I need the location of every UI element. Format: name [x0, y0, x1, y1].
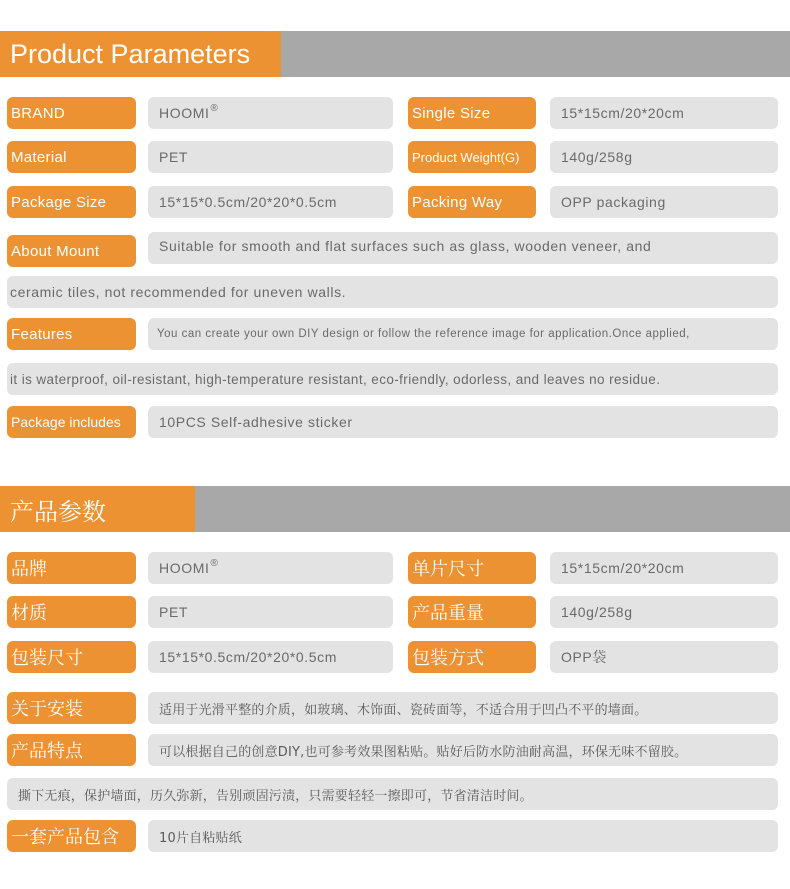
label-packing-way-zh: 包装方式: [408, 641, 536, 673]
label-package-includes-zh: 一套产品包含: [7, 820, 136, 852]
label-features-zh: 产品特点: [7, 734, 136, 766]
value-brand-zh: [148, 552, 393, 584]
label-package-size-zh: 包装尺寸: [7, 641, 136, 673]
value-about-mount-line1: Suitable for smooth and flat surfaces such as glass, wooden veneer, and: [148, 232, 778, 264]
registered-mark-zh: ®: [210, 557, 219, 569]
value-package-size: 15*15*0.5cm/20*20*0.5cm: [148, 186, 393, 218]
value-product-weight-zh: 140g/258g: [550, 596, 778, 628]
label-package-includes: Package includes: [7, 406, 136, 438]
value-features-line1: You can create your own DIY design or follow the reference image for application.Once applied,: [148, 318, 778, 350]
value-brand: [148, 97, 393, 129]
value-single-size-zh: 15*15cm/20*20cm: [550, 552, 778, 584]
section-title-zh: 产品参数: [0, 486, 195, 532]
label-brand: BRAND: [7, 97, 136, 129]
label-brand-zh: 品牌: [7, 552, 136, 584]
value-package-size-zh: 15*15*0.5cm/20*20*0.5cm: [148, 641, 393, 673]
value-features-line2-zh: 撕下无痕，保护墙面，历久弥新，告别顽固污渍，只需要轻轻一擦即可，节省清洁时间。: [7, 778, 778, 810]
value-package-includes-zh: 10片自粘贴纸: [148, 820, 778, 852]
brand-name: HOOMI: [159, 105, 210, 121]
section-header-en: [0, 31, 790, 77]
value-packing-way-zh: OPP袋: [550, 641, 778, 673]
section-header-zh: [0, 486, 790, 532]
label-about-mount-zh: 关于安装: [7, 692, 136, 724]
label-package-size: Package Size: [7, 186, 136, 218]
value-about-mount-zh: 适用于光滑平整的介质，如玻璃、木饰面、瓷砖面等，不适合用于凹凸不平的墙面。: [148, 692, 778, 724]
value-product-weight: 140g/258g: [550, 141, 778, 173]
value-package-includes: 10PCS Self-adhesive sticker: [148, 406, 778, 438]
label-features: Features: [7, 318, 136, 350]
label-material-zh: 材质: [7, 596, 136, 628]
value-features-line2: it is waterproof, oil-resistant, high-temperature resistant, eco-friendly, odorless, and leaves no residue.: [7, 363, 778, 395]
label-product-weight: Product Weight(G): [408, 141, 536, 173]
value-material-zh: PET: [148, 596, 393, 628]
value-packing-way: OPP packaging: [550, 186, 778, 218]
label-material: Material: [7, 141, 136, 173]
label-about-mount: About Mount: [7, 235, 136, 267]
value-single-size: 15*15cm/20*20cm: [550, 97, 778, 129]
label-single-size: Single Size: [408, 97, 536, 129]
value-material: PET: [148, 141, 393, 173]
value-features-line1-zh: 可以根据自己的创意DIY,也可参考效果图粘贴。贴好后防水防油耐高温，环保无味不留胶。: [148, 734, 778, 766]
section-title-en: Product Parameters: [0, 31, 281, 77]
label-product-weight-zh: 产品重量: [408, 596, 536, 628]
brand-name-zh: HOOMI: [159, 560, 210, 576]
value-about-mount-line2: ceramic tiles, not recommended for uneven walls.: [7, 276, 778, 308]
label-single-size-zh: 单片尺寸: [408, 552, 536, 584]
label-packing-way: Packing Way: [408, 186, 536, 218]
registered-mark: ®: [210, 102, 219, 114]
